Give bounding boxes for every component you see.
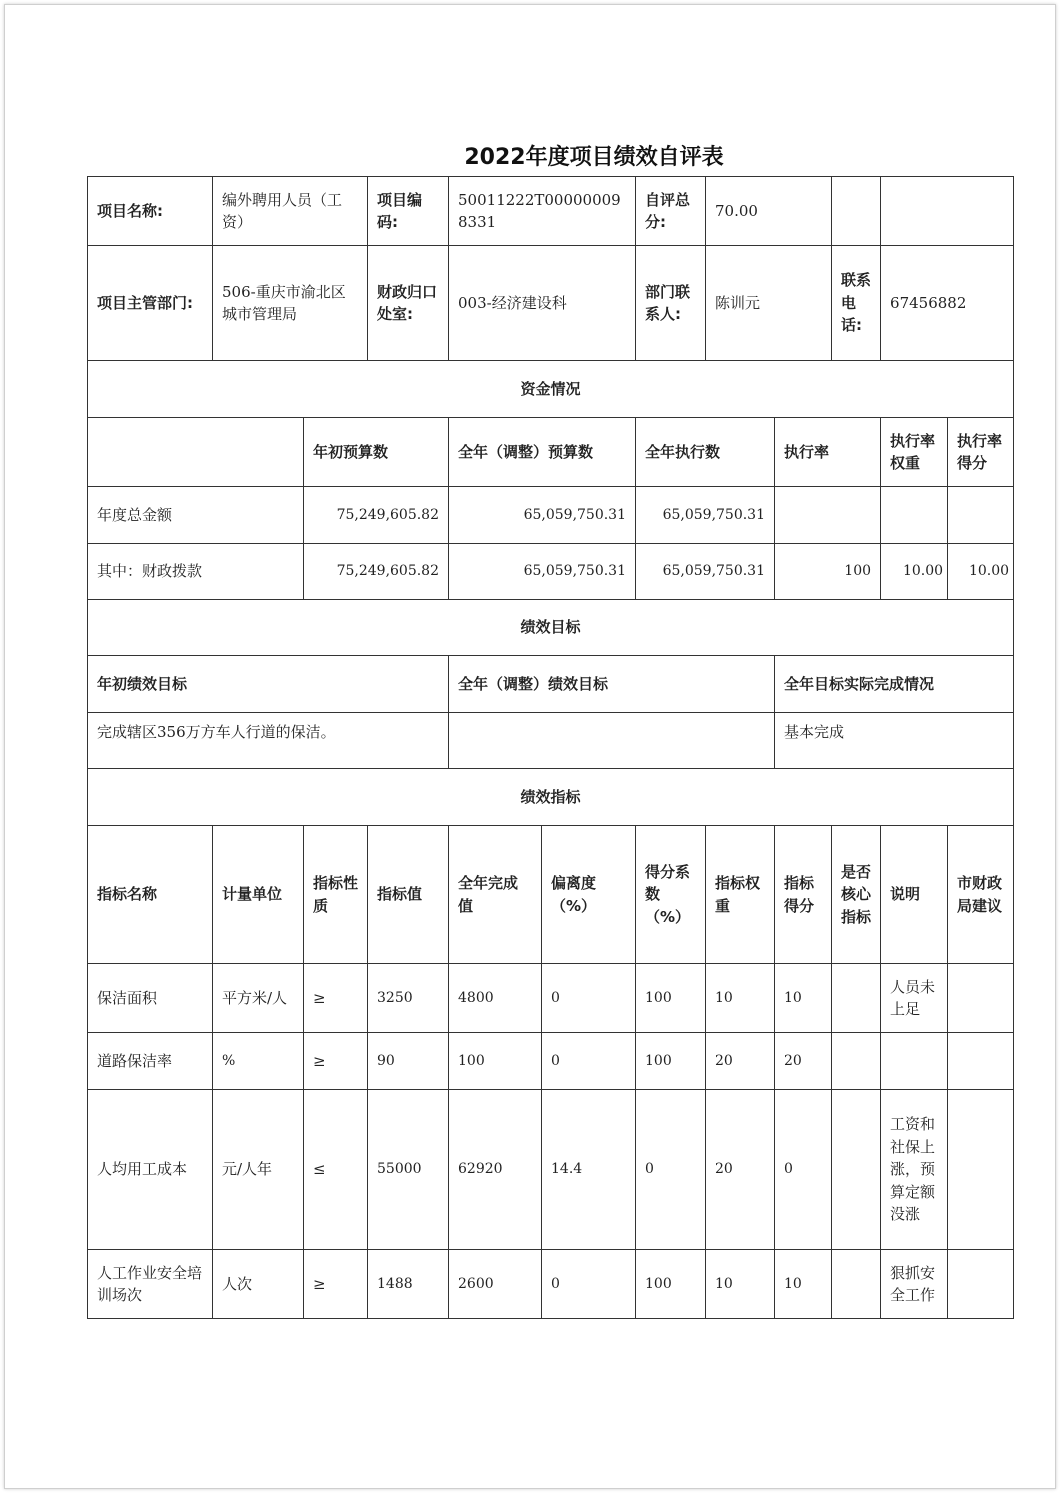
indicator-score: 20 (775, 1033, 832, 1090)
indicator-advice (948, 1250, 1014, 1319)
indicator-note: 狠抓安全工作 (881, 1250, 948, 1319)
funds-weight (881, 487, 948, 544)
funds-rate (775, 487, 881, 544)
indicator-row (88, 964, 1014, 1033)
indicator-nature: ≥ (304, 1033, 368, 1090)
funds-section-row (88, 361, 1014, 418)
indicator-score: 10 (775, 964, 832, 1033)
indicator-score: 0 (775, 1090, 832, 1250)
funds-adjusted: 65,059,750.31 (449, 544, 636, 600)
indicator-advice (948, 1033, 1014, 1090)
funds-initial: 75,249,605.82 (304, 544, 449, 600)
funds-adjusted: 65,059,750.31 (449, 487, 636, 544)
funds-row (88, 544, 1014, 600)
goals-content-row (88, 713, 1014, 769)
indicator-nature: ≥ (304, 964, 368, 1033)
indicator-advice (948, 964, 1014, 1033)
goals-header-row (88, 656, 1014, 713)
indicator-advice (948, 1090, 1014, 1250)
goals-section-row (88, 600, 1014, 656)
info-row-2 (88, 246, 1014, 361)
funds-section-title: 资金情况 (88, 361, 1014, 418)
indicator-deviation: 0 (542, 1033, 636, 1090)
indicator-deviation: 0 (542, 1250, 636, 1319)
indicator-target: 90 (368, 1033, 449, 1090)
funds-header: 年初预算数 (304, 418, 449, 487)
indicator-note: 人员未上足 (881, 964, 948, 1033)
indicator-actual: 100 (449, 1033, 542, 1090)
goals-section-title: 绩效目标 (88, 600, 1014, 656)
funds-header: 全年（调整）预算数 (449, 418, 636, 487)
finance-label: 财政归口处室: (368, 246, 449, 361)
indicator-name: 保洁面积 (88, 964, 213, 1033)
indicator-score: 10 (775, 1250, 832, 1319)
indicator-target: 1488 (368, 1250, 449, 1319)
indicator-core (832, 1033, 881, 1090)
page-title: 2022年度项目绩效自评表 (464, 145, 724, 170)
goals-header-actual: 全年目标实际完成情况 (775, 656, 1014, 713)
indicator-unit: 平方米/人 (213, 964, 304, 1033)
indicator-coef: 0 (636, 1090, 706, 1250)
empty-cell (881, 177, 1014, 246)
goals-header-initial: 年初绩效目标 (88, 656, 449, 713)
funds-header: 执行率 (775, 418, 881, 487)
evaluation-table (87, 176, 1014, 1319)
project-name-label: 项目名称: (88, 177, 213, 246)
indicator-target: 3250 (368, 964, 449, 1033)
indicator-header: 市财政局建议 (948, 826, 1014, 964)
indicator-note (881, 1033, 948, 1090)
indicator-unit: 人次 (213, 1250, 304, 1319)
funds-score: 10.00 (948, 544, 1014, 600)
contact-label: 部门联系人: (636, 246, 706, 361)
dept-label: 项目主管部门: (88, 246, 213, 361)
indicator-coef: 100 (636, 964, 706, 1033)
indicator-deviation: 14.4 (542, 1090, 636, 1250)
indicator-header: 是否核心指标 (832, 826, 881, 964)
funds-row (88, 487, 1014, 544)
indicator-coef: 100 (636, 1250, 706, 1319)
indicator-weight: 20 (706, 1033, 775, 1090)
indicator-name: 人工作业安全培训场次 (88, 1250, 213, 1319)
phone-value: 67456882 (881, 246, 1014, 361)
indicator-header: 指标权重 (706, 826, 775, 964)
funds-weight: 10.00 (881, 544, 948, 600)
empty-cell (88, 418, 304, 487)
goals-adjusted (449, 713, 775, 769)
finance-value: 003-经济建设科 (449, 246, 636, 361)
goals-actual: 基本完成 (775, 713, 1014, 769)
funds-header: 全年执行数 (636, 418, 775, 487)
funds-header: 执行率得分 (948, 418, 1014, 487)
indicator-header: 计量单位 (213, 826, 304, 964)
indicators-section-title: 绩效指标 (88, 769, 1014, 826)
indicator-core (832, 1250, 881, 1319)
indicator-actual: 62920 (449, 1090, 542, 1250)
indicators-section-row (88, 769, 1014, 826)
indicator-actual: 2600 (449, 1250, 542, 1319)
indicator-header: 指标值 (368, 826, 449, 964)
dept-value: 506-重庆市渝北区城市管理局 (213, 246, 368, 361)
indicator-header: 指标得分 (775, 826, 832, 964)
indicator-weight: 10 (706, 964, 775, 1033)
goals-initial: 完成辖区356万方车人行道的保洁。 (88, 713, 449, 769)
indicator-unit: % (213, 1033, 304, 1090)
funds-header-row (88, 418, 1014, 487)
indicator-note: 工资和社保上涨，预算定额没涨 (881, 1090, 948, 1250)
indicator-nature: ≤ (304, 1090, 368, 1250)
funds-row-label: 年度总金额 (88, 487, 304, 544)
indicator-name: 人均用工成本 (88, 1090, 213, 1250)
funds-header: 执行率权重 (881, 418, 948, 487)
goals-header-adjusted: 全年（调整）绩效目标 (449, 656, 775, 713)
indicator-coef: 100 (636, 1033, 706, 1090)
funds-rate: 100 (775, 544, 881, 600)
score-label: 自评总分: (636, 177, 706, 246)
indicator-weight: 10 (706, 1250, 775, 1319)
funds-score (948, 487, 1014, 544)
indicators-header-row (88, 826, 1014, 964)
indicator-core (832, 964, 881, 1033)
indicator-header: 得分系数（%） (636, 826, 706, 964)
funds-row-label: 其中：财政拨款 (88, 544, 304, 600)
indicator-row (88, 1250, 1014, 1319)
project-code-label: 项目编码: (368, 177, 449, 246)
indicator-unit: 元/人年 (213, 1090, 304, 1250)
contact-value: 陈训元 (706, 246, 832, 361)
funds-initial: 75,249,605.82 (304, 487, 449, 544)
project-name-value: 编外聘用人员（工资） (213, 177, 368, 246)
score-value: 70.00 (706, 177, 832, 246)
info-row-1 (88, 177, 1014, 246)
indicator-row (88, 1033, 1014, 1090)
indicator-header: 指标名称 (88, 826, 213, 964)
indicator-actual: 4800 (449, 964, 542, 1033)
funds-executed: 65,059,750.31 (636, 487, 775, 544)
funds-executed: 65,059,750.31 (636, 544, 775, 600)
indicator-name: 道路保洁率 (88, 1033, 213, 1090)
indicator-target: 55000 (368, 1090, 449, 1250)
indicator-header: 指标性质 (304, 826, 368, 964)
indicator-header: 偏离度（%） (542, 826, 636, 964)
indicator-header: 全年完成值 (449, 826, 542, 964)
indicator-core (832, 1090, 881, 1250)
indicator-deviation: 0 (542, 964, 636, 1033)
indicator-header: 说明 (881, 826, 948, 964)
indicator-row (88, 1090, 1014, 1250)
indicator-nature: ≥ (304, 1250, 368, 1319)
empty-cell (832, 177, 881, 246)
indicator-weight: 20 (706, 1090, 775, 1250)
phone-label: 联系电话: (832, 246, 881, 361)
project-code-value: 50011222T000000098331 (449, 177, 636, 246)
